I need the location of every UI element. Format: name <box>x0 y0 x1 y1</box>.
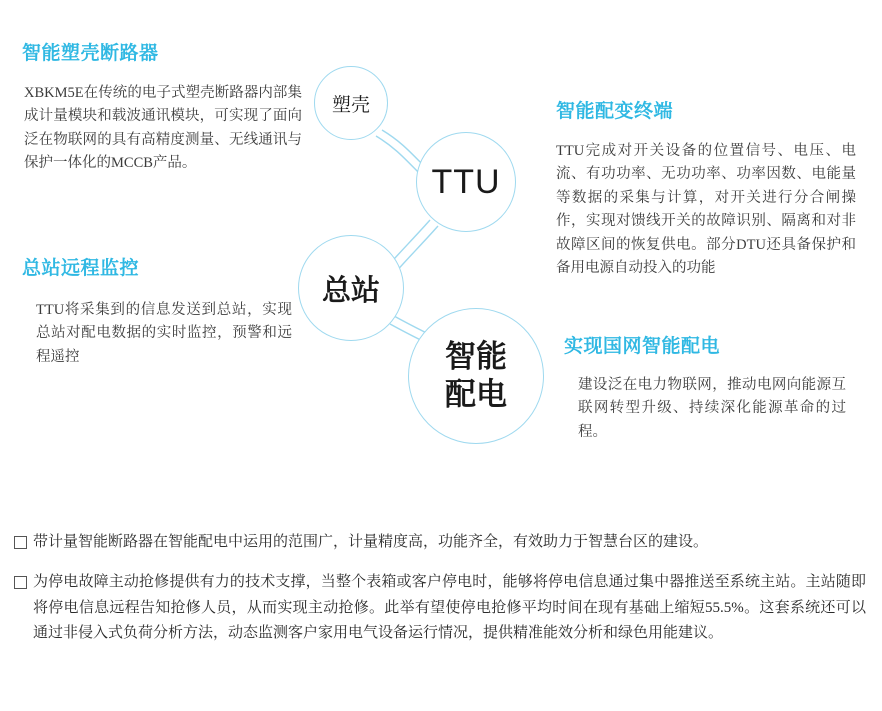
node-diagram <box>290 30 570 450</box>
diagram-node-power-label-line2: 配电 <box>445 377 507 412</box>
checkbox-icon <box>14 576 27 589</box>
diagram-node-power <box>408 308 544 444</box>
list-item <box>14 570 866 647</box>
diagram-node-ttu-label: TTU <box>431 162 501 201</box>
diagram-node-power-label-line1: 智能 <box>445 339 507 375</box>
diagram-node-station-label: 总站 <box>321 274 380 307</box>
diagram-node-shell-label: 塑壳 <box>331 94 370 116</box>
diagram-node-ttu <box>416 132 516 232</box>
section-body-mccb: XBKM5E在传统的电子式塑壳断路器内部集成计量模块和载波通讯模块，可实现了面向泛在物联网的具有高精度测量、无线通讯与保护一体化的MCCB产品。 <box>24 85 302 172</box>
bullet-text: 带计量智能断路器在智能配电中运用的范围广，计量精度高，功能齐全，有效助力于智慧台区的建设。 <box>33 534 709 550</box>
section-title-mccb: 智能塑壳断路器 <box>22 43 159 64</box>
section-title-ttu: 智能配变终端 <box>556 101 674 122</box>
bullet-text: 为停电故障主动抢修提供有力的技术支撑，当整个表箱或客户停电时，能够将停电信息通过集中器推送至系统主站。主站随即将停电信息远程告知抢修人员，从而实现主动抢修。此举有望使停电抢修平均时间在现有基础上缩短55.5%。这套系统还可以通过非侵入式负荷分析方法，动态监测客户家用电气设备运行情况，提供精准能效分析和绿色用能建议。 <box>33 573 866 642</box>
bullet-list <box>14 530 866 661</box>
section-title-station: 总站远程监控 <box>22 258 140 279</box>
list-item <box>14 530 866 556</box>
section-body-grid: 建设泛在电力物联网，推动电网向能源互联网转型升级、持续深化能源革命的过程。 <box>578 377 846 440</box>
section-title-grid: 实现国网智能配电 <box>564 336 721 357</box>
checkbox-icon <box>14 536 27 549</box>
diagram-node-station <box>298 235 404 341</box>
section-body-station: TTU将采集到的信息发送到总站，实现总站对配电数据的实时监控，预警和远程遥控 <box>36 302 292 365</box>
diagram-node-shell <box>314 66 388 140</box>
section-body-ttu: TTU完成对开关设备的位置信号、电压、电流、有功功率、无功功率、功率因数、电能量等数据的采集与计算，对开关进行分合闸操作，实现对馈线开关的故障识别、隔离和对非故障区间的恢复供电。部分DTU还具备保护和备用电源自动投入的功能 <box>556 143 856 277</box>
